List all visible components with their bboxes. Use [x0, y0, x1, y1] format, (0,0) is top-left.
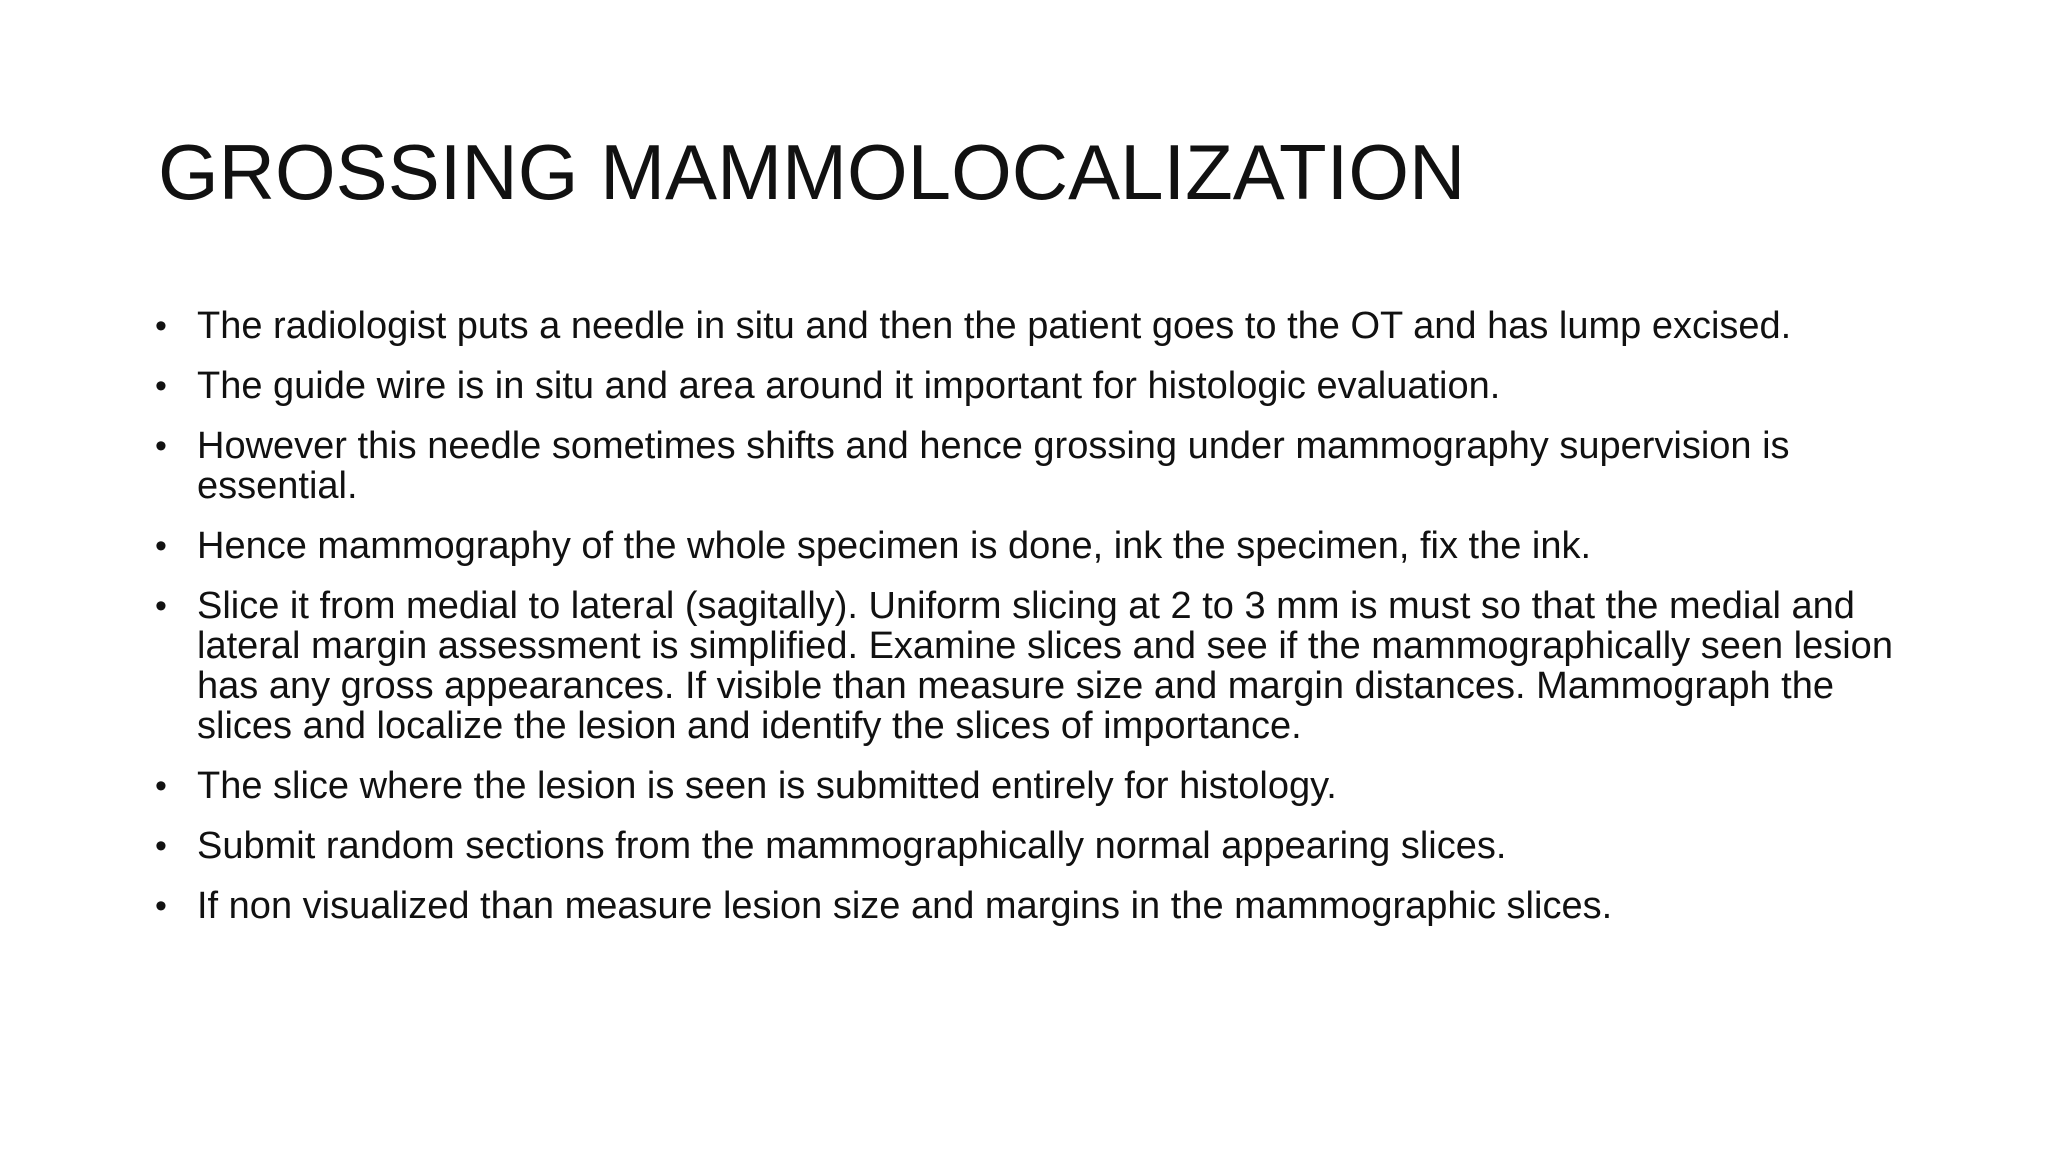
bullet-text: Hence mammography of the whole specimen is done, ink the specimen, fix the ink. — [197, 525, 1592, 567]
bullet-text: Submit random sections from the mammographically normal appearing slices. — [197, 825, 1507, 867]
bullet-text: However this needle sometimes shifts and hence grossing under mammography supervision is essential. — [197, 425, 1790, 507]
bullet-icon: • — [155, 367, 167, 405]
bullet-list — [155, 306, 1895, 946]
bullet-icon: • — [155, 527, 167, 565]
bullet-text: The radiologist puts a needle in situ and then the patient goes to the OT and has lump excised. — [197, 305, 1792, 347]
bullet-item — [155, 826, 1895, 866]
bullet-text: Slice it from medial to lateral (sagitally). Uniform slicing at 2 to 3 mm is must so that the medial and lateral margin assessment is simplified. Examine slices and see if the mammographically seen lesion has any gross appearances. If visible than measure size and margin distances. Mammograph the slices and localize the lesion and identify the slices of importance. — [197, 585, 1893, 747]
bullet-text: If non visualized than measure lesion size and margins in the mammographic slices. — [197, 885, 1613, 927]
bullet-item — [155, 886, 1895, 926]
bullet-item — [155, 306, 1895, 346]
bullet-item — [155, 366, 1895, 406]
bullet-text: The guide wire is in situ and area around it important for histologic evaluation. — [197, 365, 1501, 407]
bullet-item — [155, 766, 1895, 806]
bullet-item — [155, 426, 1895, 506]
bullet-item — [155, 586, 1895, 746]
bullet-icon: • — [155, 887, 167, 925]
bullet-item — [155, 526, 1895, 566]
bullet-icon: • — [155, 427, 167, 465]
bullet-text: The slice where the lesion is seen is submitted entirely for histology. — [197, 765, 1337, 807]
bullet-icon: • — [155, 587, 167, 625]
bullet-icon: • — [155, 827, 167, 865]
bullet-icon: • — [155, 767, 167, 805]
bullet-icon: • — [155, 307, 167, 345]
slide-title: GROSSING MAMMOLOCALIZATION — [158, 128, 1466, 216]
